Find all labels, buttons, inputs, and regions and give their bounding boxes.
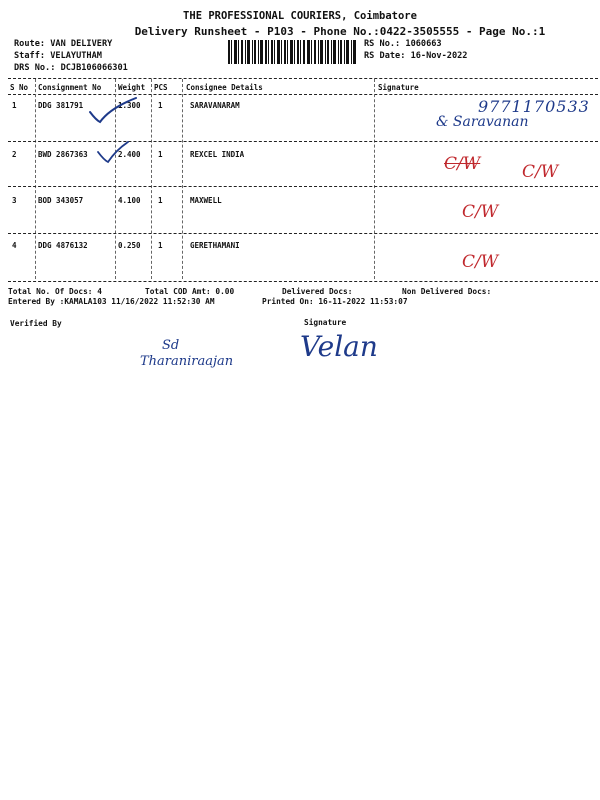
row2-consignee: REXCEL INDIA (190, 150, 245, 159)
row1-consignee: SARAVANARAM (190, 101, 240, 110)
rs-date: RS Date: 16-Nov-2022 (364, 51, 468, 61)
cw-note: C/W (462, 202, 499, 222)
drs-number: DRS No.: DCJB106066301 (14, 63, 128, 73)
col-consignment: Consignment No (38, 83, 102, 92)
struck-cw-note: C/W (444, 154, 481, 174)
table-top-rule (8, 78, 598, 79)
row2-consignment: BWD 2867363 (38, 150, 88, 159)
row1-pcs: 1 (158, 101, 163, 110)
total-docs: Total No. Of Docs: 4 (8, 287, 102, 296)
printed-on: Printed On: 16-11-2022 11:53:07 (262, 297, 408, 306)
row4-pcs: 1 (158, 241, 163, 250)
handwritten-phone: 9771170533 (478, 97, 590, 116)
row3-consignment: BOD 343057 (38, 196, 84, 205)
row4-consignment: DDG 4876132 (38, 241, 88, 250)
row3-sno: 3 (12, 196, 17, 205)
signature-label: Signature (304, 318, 347, 327)
handwritten-receiver-signature: & Saravanan (436, 114, 529, 130)
table-header-rule (8, 94, 598, 95)
col-divider (35, 79, 36, 279)
row-rule (8, 186, 598, 187)
row2-weight: 2.400 (118, 150, 141, 159)
entered-by: Entered By :KAMALA103 11/16/2022 11:52:30 AM (8, 297, 215, 306)
col-sno: S No (10, 83, 29, 92)
row1-consignment: DDG 381791 (38, 101, 84, 110)
col-divider (151, 79, 152, 279)
row1-sno: 1 (12, 101, 17, 110)
row3-consignee: MAXWELL (190, 196, 222, 205)
row4-weight: 0.250 (118, 241, 141, 250)
table-bottom-rule (8, 281, 598, 282)
checkmark-icon (96, 140, 132, 164)
row3-pcs: 1 (158, 196, 163, 205)
row-rule (8, 233, 598, 234)
row2-pcs: 1 (158, 150, 163, 159)
barcode-image (228, 40, 356, 64)
col-signature: Signature (378, 83, 419, 92)
company-title: THE PROFESSIONAL COURIERS, Coimbatore (183, 10, 417, 22)
verifier-signature: Tharaniraajan (140, 354, 234, 369)
delivered-docs: Delivered Docs: (282, 287, 353, 296)
row3-weight: 4.100 (118, 196, 141, 205)
col-divider (374, 79, 375, 279)
checkmark-icon (88, 96, 148, 126)
total-cod-amount: Total COD Amt: 0.00 (145, 287, 235, 296)
row1-weight: 1.300 (118, 101, 141, 110)
col-consignee: Consignee Details (186, 83, 263, 92)
col-divider (182, 79, 183, 279)
col-pcs: PCS (154, 83, 168, 92)
row4-sno: 4 (12, 241, 17, 250)
cw-note: C/W (462, 252, 499, 272)
rs-number: RS No.: 1060663 (364, 39, 442, 49)
row4-consignee: GERETHAMANI (190, 241, 240, 250)
row2-sno: 2 (12, 150, 17, 159)
non-delivered-docs: Non Delivered Docs: (402, 287, 492, 296)
verified-by-label: Verified By (10, 319, 62, 328)
staff-text: Staff: VELAYUTHAM (14, 51, 102, 61)
col-weight: Weight (118, 83, 146, 92)
runsheet-title: Delivery Runsheet - P103 - Phone No.:0422-3505555 - Page No.:1 (134, 25, 546, 38)
route-text: Route: VAN DELIVERY (14, 39, 113, 49)
staff-signature: Velan (300, 330, 378, 363)
verifier-initials: Sd (162, 338, 180, 353)
cw-note: C/W (522, 162, 559, 182)
